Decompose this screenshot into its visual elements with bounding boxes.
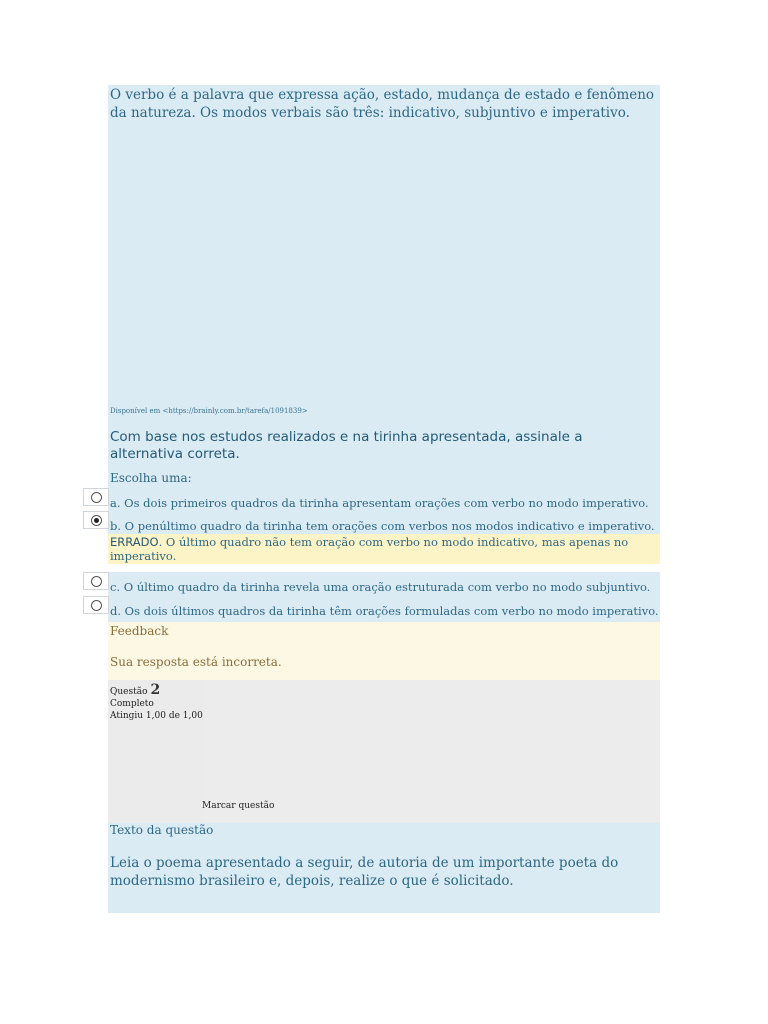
question-status: Completo (110, 699, 154, 709)
radio-checked-icon (91, 515, 102, 526)
feedback-text: Sua resposta está incorreta. (110, 655, 282, 669)
error-tag: ERRADO (110, 535, 159, 549)
intro-text: O verbo é a palavra que expressa ação, estado, mudança de estado e fenômeno da natureza. Os modos verbais são três: indicativo, subjuntivo e imperativo. (110, 87, 655, 121)
radio-unchecked-icon (91, 492, 102, 503)
comic-source-caption: Disponível em <https://brainly.com.br/tarefa/1091839> (110, 407, 308, 415)
question-number (110, 682, 160, 698)
option-a-radio[interactable] (83, 488, 109, 506)
feedback-title: Feedback (110, 624, 169, 638)
option-c-radio[interactable] (83, 572, 109, 590)
option-d-radio[interactable] (83, 596, 109, 614)
question-number-value: 2 (150, 682, 161, 698)
option-d-label[interactable]: d. Os dois últimos quadros da tirinha têm orações formuladas com verbo no modo imperativo. (110, 604, 659, 618)
question-2-text: Leia o poema apresentado a seguir, de autoria de um importante poeta do modernismo brasileiro e, depois, realize o que é solicitado. (110, 855, 619, 889)
radio-unchecked-icon (91, 576, 102, 587)
feedback-panel (108, 622, 660, 680)
option-b-radio[interactable] (83, 511, 109, 529)
error-explanation: . O último quadro não tem oração com verbo no modo indicativo, mas apenas no imperativo. (110, 535, 629, 563)
question-label: Questão (110, 687, 148, 697)
option-b-label[interactable]: b. O penúltimo quadro da tirinha tem orações com verbos nos modos indicativo e imperativo. (110, 519, 655, 533)
question-text-label: Texto da questão (110, 823, 214, 837)
choose-one-label: Escolha uma: (110, 471, 192, 485)
option-a-label[interactable]: a. Os dois primeiros quadros da tirinha apresentam orações com verbo no modo imperativo. (110, 496, 649, 510)
option-c-label[interactable]: c. O último quadro da tirinha revela uma oração estruturada com verbo no modo subjuntivo. (110, 580, 651, 594)
flag-question-link[interactable]: Marcar questão (202, 801, 275, 811)
question-prompt: Com base nos estudos realizados e na tirinha apresentada, assinale a alternativa correta. (110, 429, 583, 462)
option-specific-feedback (110, 535, 658, 563)
question-1-content-panel (108, 85, 660, 534)
radio-unchecked-icon (91, 600, 102, 611)
question-score: Atingiu 1,00 de 1,00 (110, 711, 203, 721)
